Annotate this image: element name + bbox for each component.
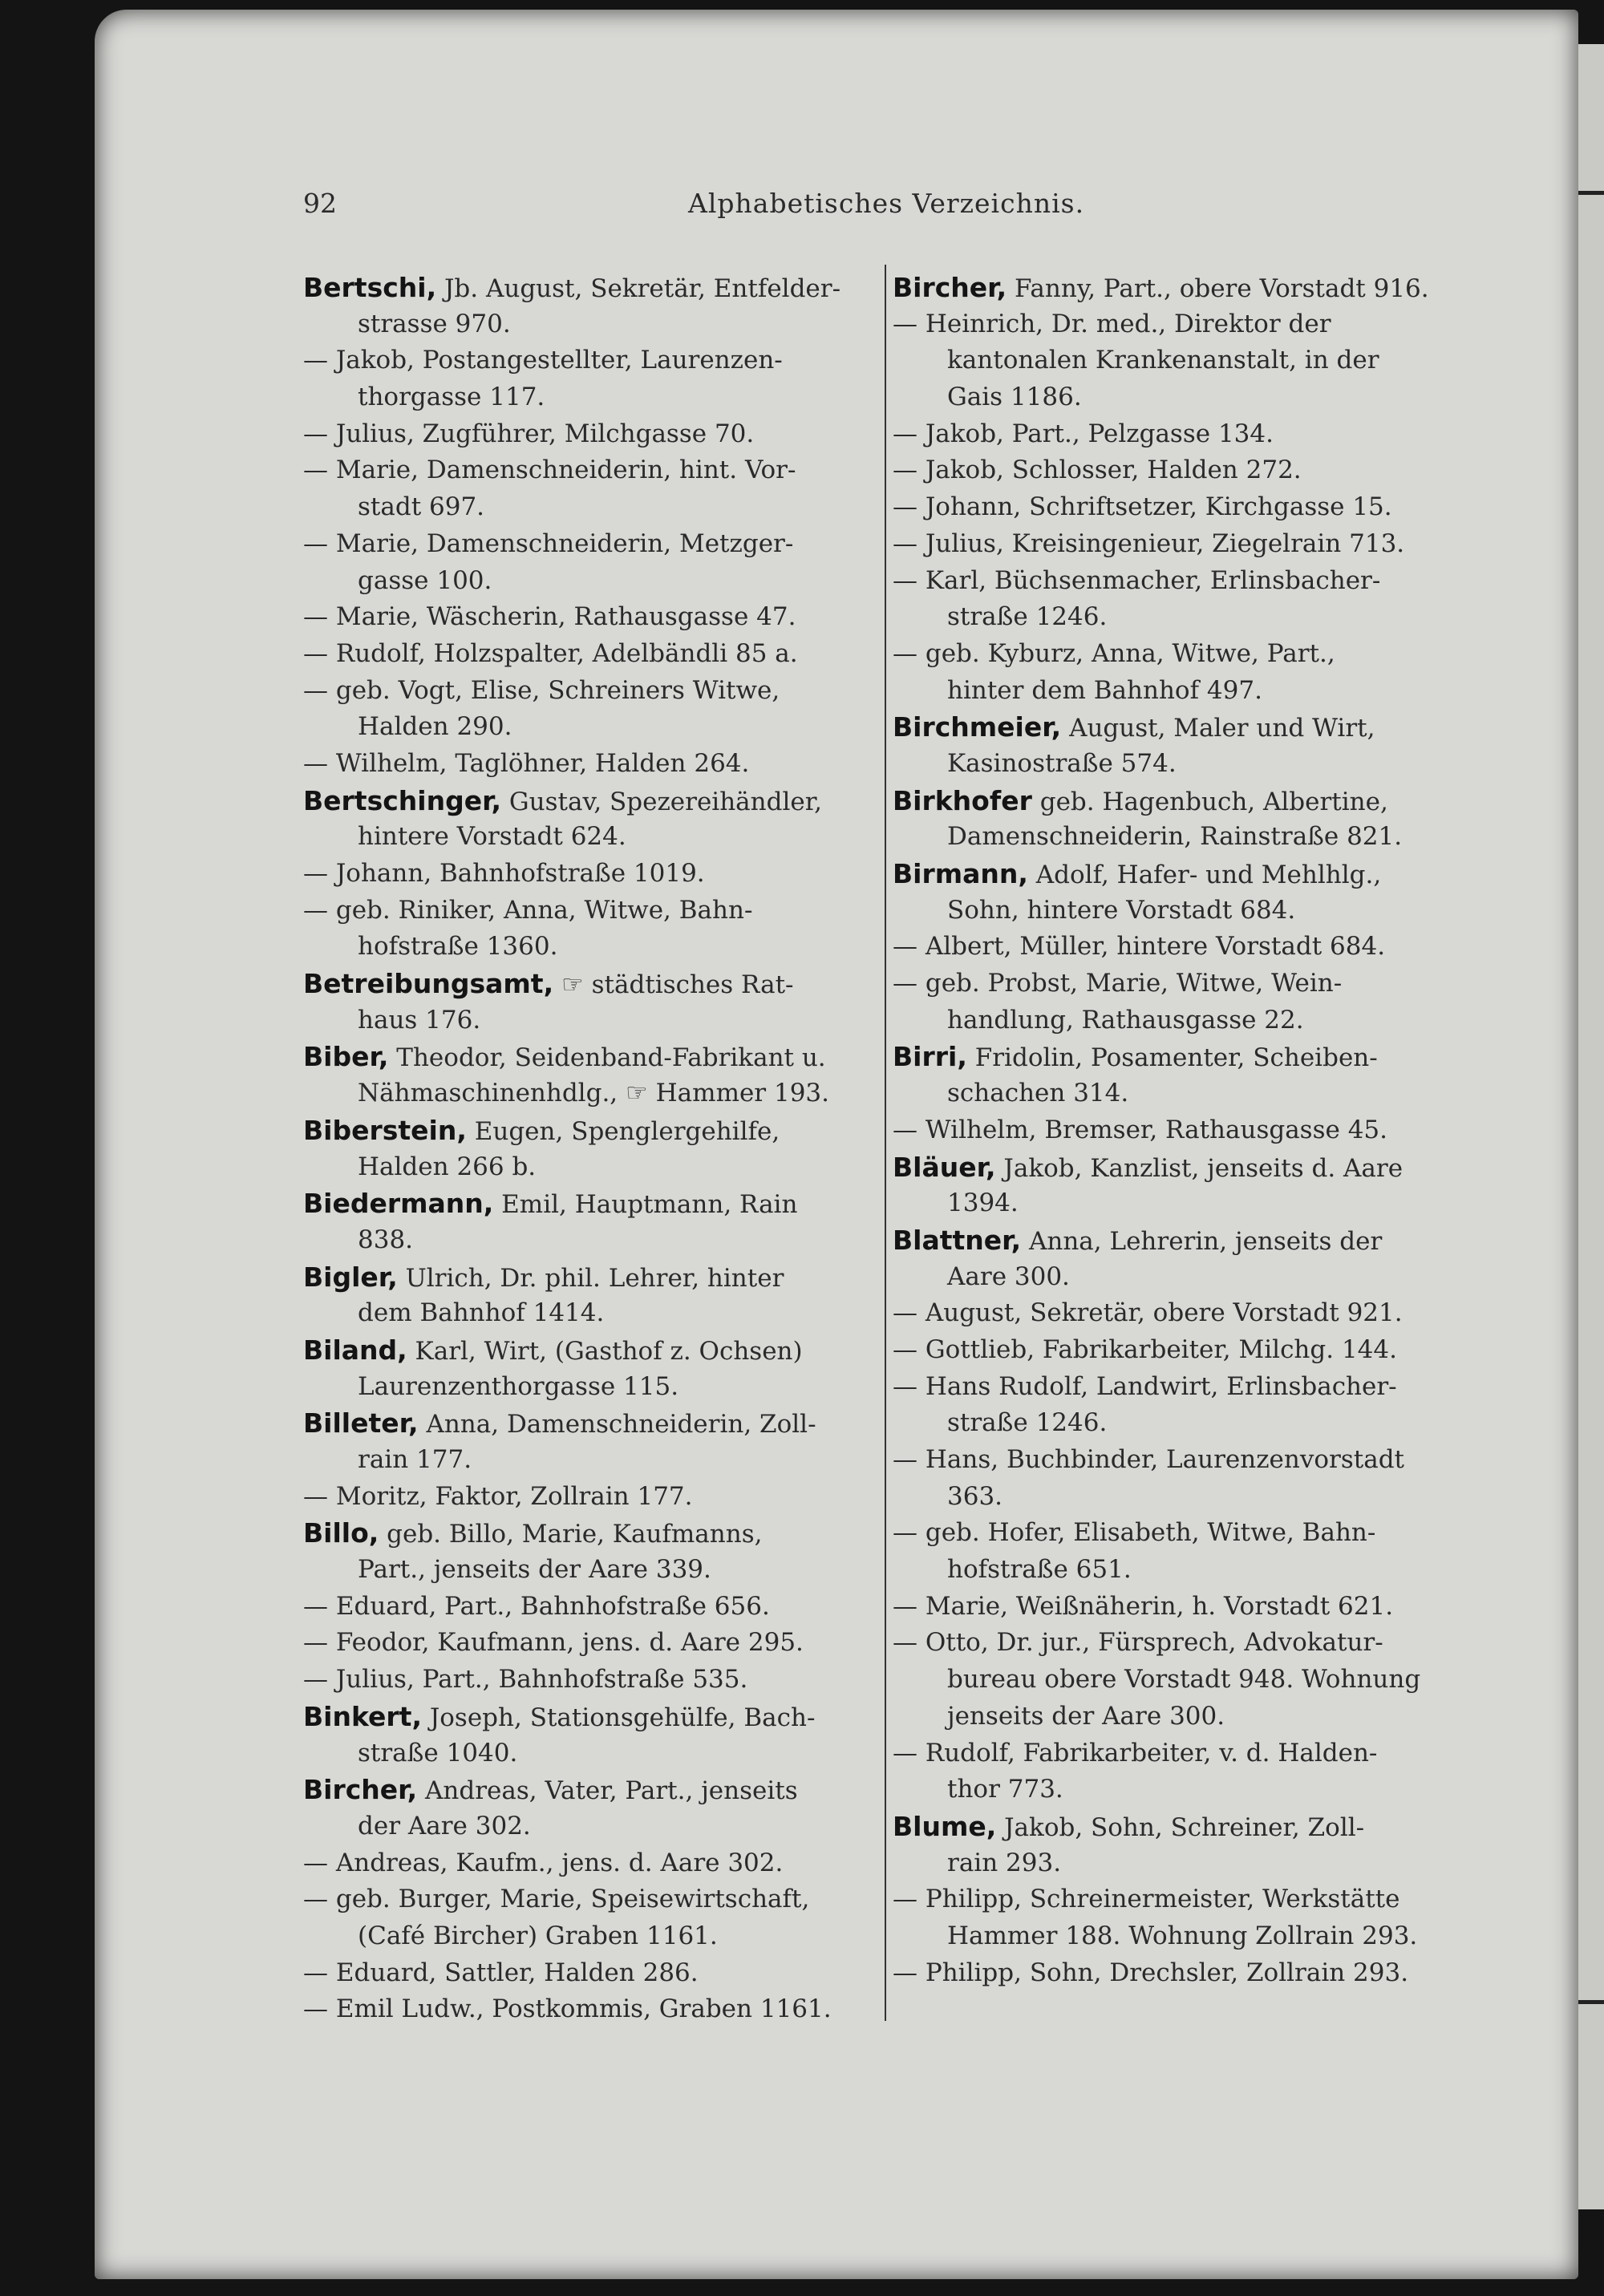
directory-line [303,1075,873,1112]
directory-line [303,783,873,820]
entry-text: Fanny, Part., obere Vorstadt 916. [1007,274,1429,303]
directory-line [893,1002,1470,1039]
directory-line [303,1625,873,1662]
entry-text: Halden 266 b. [358,1152,537,1181]
directory-line [893,1332,1470,1369]
page-header [303,178,1466,226]
directory-line [303,1955,873,1992]
directory-line [303,1991,873,2028]
entry-text: — Otto, Dr. jur., Fürsprech, Advokatur- [893,1628,1383,1658]
entry-text: straße 1246. [947,602,1108,632]
directory-line [303,563,873,600]
directory-line [893,452,1470,489]
directory-line [893,563,1470,600]
entry-text: straße 1040. [358,1738,518,1768]
entry-text: Karl, Wirt, (Gasthof z. Ochsen) [407,1336,803,1366]
entry-surname: Biber, [303,1041,389,1073]
entry-surname: Birri, [893,1041,967,1073]
directory-line [893,1955,1470,1992]
directory-line [303,416,873,453]
directory-line [303,1918,873,1955]
entry-text: Aare 300. [947,1261,1070,1291]
entry-text: 363. [947,1481,1003,1511]
directory-line [893,746,1470,783]
adjacent-page-edge [1578,44,1604,2209]
entry-text: dem Bahnhof 1414. [358,1298,605,1328]
entry-text: — Eduard, Part., Bahnhofstraße 656. [303,1591,770,1621]
directory-line [893,893,1470,929]
entry-surname: Betreibungsamt, [303,968,554,1000]
entry-text: straße 1246. [947,1408,1108,1438]
directory-line [303,526,873,563]
directory-line [893,1185,1470,1222]
directory-line [893,1625,1470,1662]
entry-text: rain 293. [947,1848,1062,1877]
entry-text: — Eduard, Sattler, Halden 286. [303,1958,699,1987]
entry-text: Gustav, Spezereihändler, [501,787,823,816]
entry-surname: Billo, [303,1517,379,1549]
directory-line [893,269,1470,306]
entry-surname: Birmann, [893,858,1028,889]
entry-text: — Wilhelm, Bremser, Rathausgasse 45. [893,1115,1388,1144]
directory-line [303,1222,873,1259]
directory-line [303,1552,873,1589]
directory-line [303,1295,873,1332]
directory-line [893,1405,1470,1442]
directory-line [893,599,1470,636]
directory-line [303,1589,873,1626]
entry-text: bureau obere Vorstadt 948. Wohnung [947,1665,1421,1695]
entry-text: Joseph, Stationsgehülfe, Bach- [421,1703,816,1732]
entry-text: Eugen, Spenglergehilfe, [466,1116,780,1146]
entry-text: — Julius, Kreisingenieur, Ziegelrain 713. [893,528,1405,558]
directory-line [893,929,1470,966]
entry-text: Sohn, hintere Vorstadt 684. [947,895,1296,925]
entry-text: haus 176. [358,1005,481,1035]
entry-text: — Marie, Weißnäherin, h. Vorstadt 621. [893,1591,1394,1621]
directory-line [893,416,1470,453]
entry-text: — Heinrich, Dr. med., Direktor der [893,309,1331,338]
directory-line [893,1515,1470,1552]
entry-text: — Jakob, Postangestellter, Laurenzen- [303,346,783,375]
directory-line [893,1808,1470,1845]
entry-text: Laurenzenthorgasse 115. [358,1371,679,1401]
entry-text: der Aare 302. [358,1811,531,1840]
directory-line [893,1845,1470,1882]
entry-text: Anna, Damenschneiderin, Zoll- [418,1410,816,1440]
entry-text: Gais 1186. [947,383,1082,412]
entry-text: Fridolin, Posamenter, Scheiben- [966,1043,1378,1073]
entry-text: jenseits der Aare 300. [947,1701,1225,1731]
directory-line [893,783,1470,820]
directory-line [303,1185,873,1222]
directory-line [303,966,873,1002]
entry-surname: Bertschinger, [303,784,502,816]
entry-text: Andreas, Vater, Part., jenseits [417,1776,798,1806]
directory-line [303,599,873,636]
directory-line [303,673,873,710]
directory-line [303,306,873,343]
entry-surname: Bertschi, [303,272,437,303]
directory-line [893,709,1470,746]
directory-line [893,1589,1470,1626]
entry-text: Emil, Hauptmann, Rain [493,1190,798,1220]
directory-line [303,1515,873,1552]
entry-text: geb. Hagenbuch, Albertine, [1031,787,1388,816]
directory-line [893,1735,1470,1772]
entry-text: thorgasse 117. [358,383,545,412]
entry-text: stadt 697. [358,492,485,522]
entry-text: Damenschneiderin, Rainstraße 821. [947,822,1403,852]
entry-text: Jb. August, Sekretär, Entfelder- [436,274,841,303]
entry-text: — Philipp, Schreinermeister, Werkstätte [893,1885,1400,1914]
entry-text: — Gottlieb, Fabrikarbeiter, Milchg. 144. [893,1334,1397,1364]
entry-text: — geb. Probst, Marie, Witwe, Wein- [893,969,1343,998]
directory-line [893,1039,1470,1075]
directory-line [893,1662,1470,1699]
entry-text: thor 773. [947,1775,1063,1804]
directory-line [303,1149,873,1186]
directory-line [893,489,1470,526]
entry-text: — geb. Vogt, Elise, Schreiners Witwe, [303,675,780,705]
entry-surname: Birkhofer [893,784,1032,816]
directory-line [303,1002,873,1039]
directory-line [303,1662,873,1699]
directory-line [893,1112,1470,1149]
directory-line [303,1259,873,1296]
directory-line [303,1112,873,1149]
entry-text: 838. [358,1225,414,1254]
directory-line [893,306,1470,343]
directory-line [893,1149,1470,1186]
left-column [303,269,873,2028]
directory-line [893,1552,1470,1589]
entry-text: — Johann, Bahnhofstraße 1019. [303,859,705,888]
entry-surname: Birchmeier, [893,711,1062,743]
directory-line [893,673,1470,710]
entry-text: Jakob, Kanzlist, jenseits d. Aare [995,1153,1404,1183]
entry-surname: Bircher, [893,272,1007,303]
entry-surname: Blattner, [893,1224,1022,1256]
entry-text: 1394. [947,1188,1019,1218]
directory-line [303,1735,873,1772]
column-divider [885,265,886,2021]
directory-line [893,1881,1470,1918]
entry-text: — Marie, Damenschneiderin, Metzger- [303,528,794,558]
entry-surname: Biedermann, [303,1188,494,1220]
directory-line [303,819,873,856]
entry-text: (Café Bircher) Graben 1161. [358,1921,718,1950]
directory-line [303,856,873,893]
directory-line [303,379,873,416]
entry-text: Theodor, Seidenband-Fabrikant u. [388,1043,826,1073]
directory-line [893,856,1470,893]
entry-text: — Hans, Buchbinder, Laurenzenvorstadt [893,1445,1405,1474]
directory-line [303,1405,873,1442]
entry-text: — Albert, Müller, hintere Vorstadt 684. [893,932,1386,962]
entry-text: — Feodor, Kaufmann, jens. d. Aare 295. [303,1628,804,1658]
directory-line [893,379,1470,416]
entry-surname: Binkert, [303,1700,422,1732]
directory-line [303,893,873,929]
directory-line [893,342,1470,379]
directory-line [303,452,873,489]
entry-text: ☞ städtisches Rat- [553,970,794,1000]
directory-line [303,1808,873,1845]
entry-text: Hammer 188. Wohnung Zollrain 293. [947,1921,1418,1950]
entry-text: — geb. Hofer, Elisabeth, Witwe, Bahn- [893,1518,1376,1548]
entry-text: — Moritz, Faktor, Zollrain 177. [303,1481,693,1511]
directory-line [303,1369,873,1406]
entry-surname: Biland, [303,1334,407,1366]
directory-line [893,1295,1470,1332]
directory-line [303,1442,873,1479]
entry-text: — Rudolf, Holzspalter, Adelbändli 85 a. [303,638,798,668]
entry-surname: Bläuer, [893,1151,996,1183]
entry-text: — Jakob, Schlosser, Halden 272. [893,456,1302,485]
directory-line [303,489,873,526]
directory-line [893,1369,1470,1406]
entry-text: hofstraße 651. [947,1555,1132,1585]
entry-text: hintere Vorstadt 624. [358,822,626,852]
entry-text: — Julius, Part., Bahnhofstraße 535. [303,1665,748,1695]
entry-surname: Bigler, [303,1261,398,1293]
directory-line [893,1075,1470,1112]
directory-line [303,1479,873,1516]
entry-text: — geb. Riniker, Anna, Witwe, Bahn- [303,895,753,925]
directory-line [303,269,873,306]
entry-text: hofstraße 1360. [358,932,558,962]
running-title: Alphabetisches Verzeichnis. [688,188,1085,219]
entry-text: Adolf, Hafer- und Mehlhlg., [1027,860,1382,889]
entry-text: — Rudolf, Fabrikarbeiter, v. d. Halden- [893,1738,1378,1768]
directory-line [303,1881,873,1918]
directory-line [893,1479,1470,1516]
entry-text: gasse 100. [358,565,492,595]
entry-text: — geb. Burger, Marie, Speisewirtschaft, [303,1885,810,1914]
directory-line [303,1699,873,1735]
entry-text: rain 177. [358,1445,472,1474]
directory-line [303,709,873,746]
entry-text: geb. Billo, Marie, Kaufmanns, [379,1520,763,1549]
entry-text: schachen 314. [947,1079,1129,1108]
entry-text: Ulrich, Dr. phil. Lehrer, hinter [397,1263,784,1293]
entry-surname: Blume, [893,1810,997,1842]
entry-text: — Johann, Schriftsetzer, Kirchgasse 15. [893,492,1392,522]
entry-text: — Marie, Damenschneiderin, hint. Vor- [303,456,796,485]
right-column [893,269,1470,1991]
directory-line [303,1332,873,1369]
directory-line [303,746,873,783]
directory-line [303,636,873,673]
directory-line [893,1222,1470,1259]
entry-text: August, Maler und Wirt, [1061,714,1375,743]
entry-text: hinter dem Bahnhof 497. [947,675,1262,705]
directory-line [893,1918,1470,1955]
directory-line [303,1039,873,1075]
entry-text: — geb. Kyburz, Anna, Witwe, Part., [893,638,1335,668]
directory-line [893,636,1470,673]
directory-line [893,1772,1470,1808]
entry-text: kantonalen Krankenanstalt, in der [947,346,1379,375]
entry-surname: Biberstein, [303,1114,467,1146]
entry-text: — August, Sekretär, obere Vorstadt 921. [893,1298,1403,1328]
entry-text: — Julius, Zugführer, Milchgasse 70. [303,419,755,448]
directory-line [303,342,873,379]
directory-line [303,929,873,966]
entry-text: Anna, Lehrerin, jenseits der [1021,1226,1383,1256]
entry-text: — Hans Rudolf, Landwirt, Erlinsbacher- [893,1371,1397,1401]
entry-text: — Andreas, Kaufm., jens. d. Aare 302. [303,1848,784,1877]
directory-line [893,526,1470,563]
entry-surname: Billeter, [303,1407,419,1440]
entry-text: — Jakob, Part., Pelzgasse 134. [893,419,1274,448]
entry-text: — Wilhelm, Taglöhner, Halden 264. [303,748,750,778]
directory-line [893,1259,1470,1296]
entry-text: Halden 290. [358,712,512,742]
directory-line [303,1845,873,1882]
directory-line [303,1772,873,1808]
directory-line [893,966,1470,1002]
entry-text: Part., jenseits der Aare 339. [358,1555,711,1585]
entry-text: Kasinostraße 574. [947,748,1177,778]
entry-text: — Philipp, Sohn, Drechsler, Zollrain 293. [893,1958,1409,1987]
entry-surname: Bircher, [303,1774,418,1806]
entry-text: Jakob, Sohn, Schreiner, Zoll- [996,1812,1365,1842]
entry-text: handlung, Rathausgasse 22. [947,1005,1304,1035]
entry-text: Nähmaschinenhdlg., ☞ Hammer 193. [358,1079,830,1108]
page-number: 92 [303,188,337,219]
directory-line [893,1442,1470,1479]
entry-text: — Emil Ludw., Postkommis, Graben 1161. [303,1994,832,2024]
entry-text: strasse 970. [358,309,511,338]
entry-text: — Karl, Büchsenmacher, Erlinsbacher- [893,565,1381,595]
entry-text: — Marie, Wäscherin, Rathausgasse 47. [303,602,796,632]
directory-line [893,819,1470,856]
directory-line [893,1699,1470,1735]
